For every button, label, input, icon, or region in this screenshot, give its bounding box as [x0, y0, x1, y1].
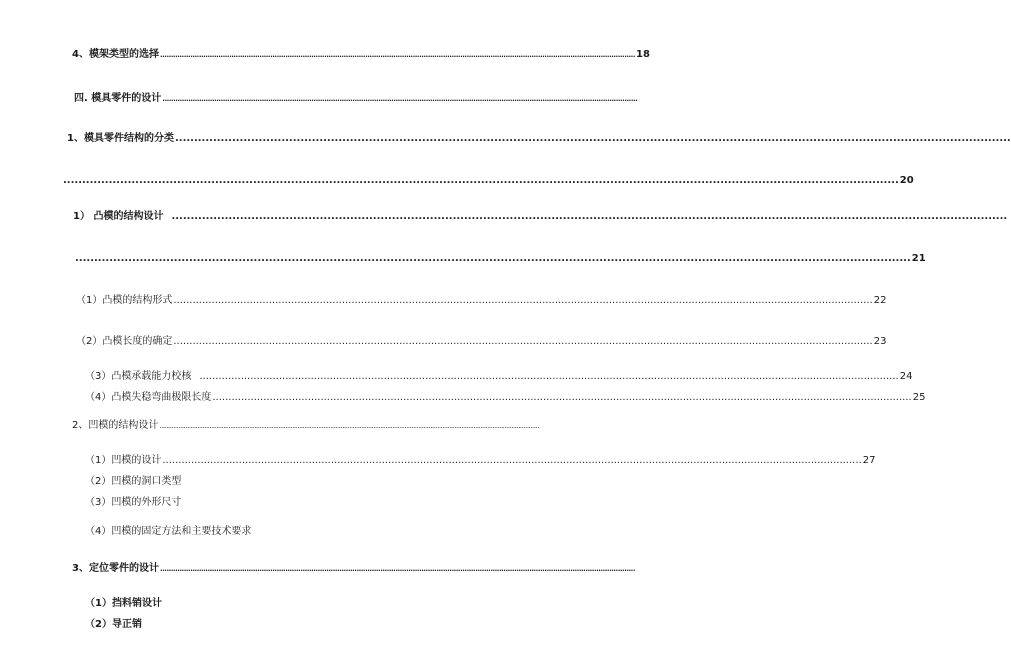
- toc-entry-text: 2、凹模的结构设计: [72, 420, 159, 431]
- toc-entry-text: （3）凸模承载能力校核: [85, 371, 192, 382]
- toc-entry: [85, 391, 926, 405]
- toc-entry-text: 1、模具零件结构的分类: [67, 133, 174, 144]
- toc-entry: [74, 92, 638, 106]
- toc-entry: [76, 335, 887, 349]
- toc-entry-page: 25: [912, 392, 926, 403]
- toc-entry-page: 21: [911, 253, 926, 264]
- toc-entry: [85, 496, 285, 510]
- toc-entry-text: （2）凹模的洞口类型: [85, 476, 182, 487]
- toc-entry: [85, 370, 913, 384]
- toc-entry-page: 24: [899, 371, 913, 382]
- toc-entry-text: 3、定位零件的设计: [72, 563, 159, 574]
- toc-entry-text: （2）导正销: [85, 619, 142, 630]
- toc-entry-text: 1） 凸模的结构设计: [73, 211, 164, 222]
- toc-entry-page: 23: [873, 336, 887, 347]
- toc-entry-text: （4）凸模失稳弯曲极限长度: [85, 392, 212, 403]
- toc-entry-page: 27: [862, 455, 876, 466]
- dot-leader: ............................................................................................................................................................................................................................: [159, 51, 635, 59]
- toc-entry-text: 4、模架类型的选择: [72, 49, 159, 60]
- dot-leader: ............................................................................................................................................................................................................................: [75, 253, 911, 264]
- toc-entry-text: （1）凸模的结构形式: [76, 295, 173, 306]
- toc-entry-text: （4）凹模的固定方法和主要技术要求: [85, 526, 252, 537]
- toc-entry-page: 18: [636, 49, 650, 60]
- dot-leader: ............................................................................................................................................................................................................................: [212, 392, 912, 403]
- toc-entry: [62, 174, 914, 188]
- dot-leader: ............................................................................................................................................................................................................................: [173, 336, 873, 347]
- toc-entry: [73, 210, 1008, 224]
- toc-entry: [72, 419, 539, 433]
- toc-entry-text: （1）挡料销设计: [85, 598, 162, 609]
- dot-leader: ............................................................................................................................................................................................................................: [63, 175, 899, 186]
- dot-leader: ............................................................................................................................................................................................................................: [173, 295, 873, 306]
- dot-leader: ............................................................................................................................................................................................................................: [162, 455, 862, 466]
- dot-leader: ............................................................................................................................................................................................................................: [159, 565, 635, 573]
- toc-entry: [85, 597, 285, 611]
- toc-entry: [74, 252, 926, 266]
- toc-entry: [85, 475, 285, 489]
- toc-entry: [72, 48, 650, 62]
- toc-entry-page: 22: [873, 295, 887, 306]
- toc-entry: [67, 132, 1011, 146]
- toc-entry: [85, 525, 385, 539]
- dot-leader: ............................................................................................................................................................................................................................: [199, 371, 899, 382]
- toc-entry: [72, 562, 635, 576]
- toc-entry-text: （3）凹模的外形尺寸: [85, 497, 182, 508]
- toc-entry-page: 20: [899, 175, 914, 186]
- toc-entry-text: （2）凸模长度的确定: [76, 336, 173, 347]
- dot-leader: ............................................................................................................................................................................................................................: [174, 133, 1011, 144]
- toc-entry-text: （1）凹模的设计: [85, 455, 162, 466]
- toc-entry-text: 四. 模具零件的设计: [74, 93, 162, 104]
- toc-entry: [85, 618, 285, 632]
- toc-entry: [85, 454, 876, 468]
- dot-leader: ............................................................................................................................................................................................................................: [171, 211, 1008, 222]
- toc-entry: [76, 294, 887, 308]
- dot-leader: ............................................................................................................................................................................................................................: [162, 95, 638, 103]
- dot-leader: ............................................................................................................................................................................................................................: [159, 422, 539, 430]
